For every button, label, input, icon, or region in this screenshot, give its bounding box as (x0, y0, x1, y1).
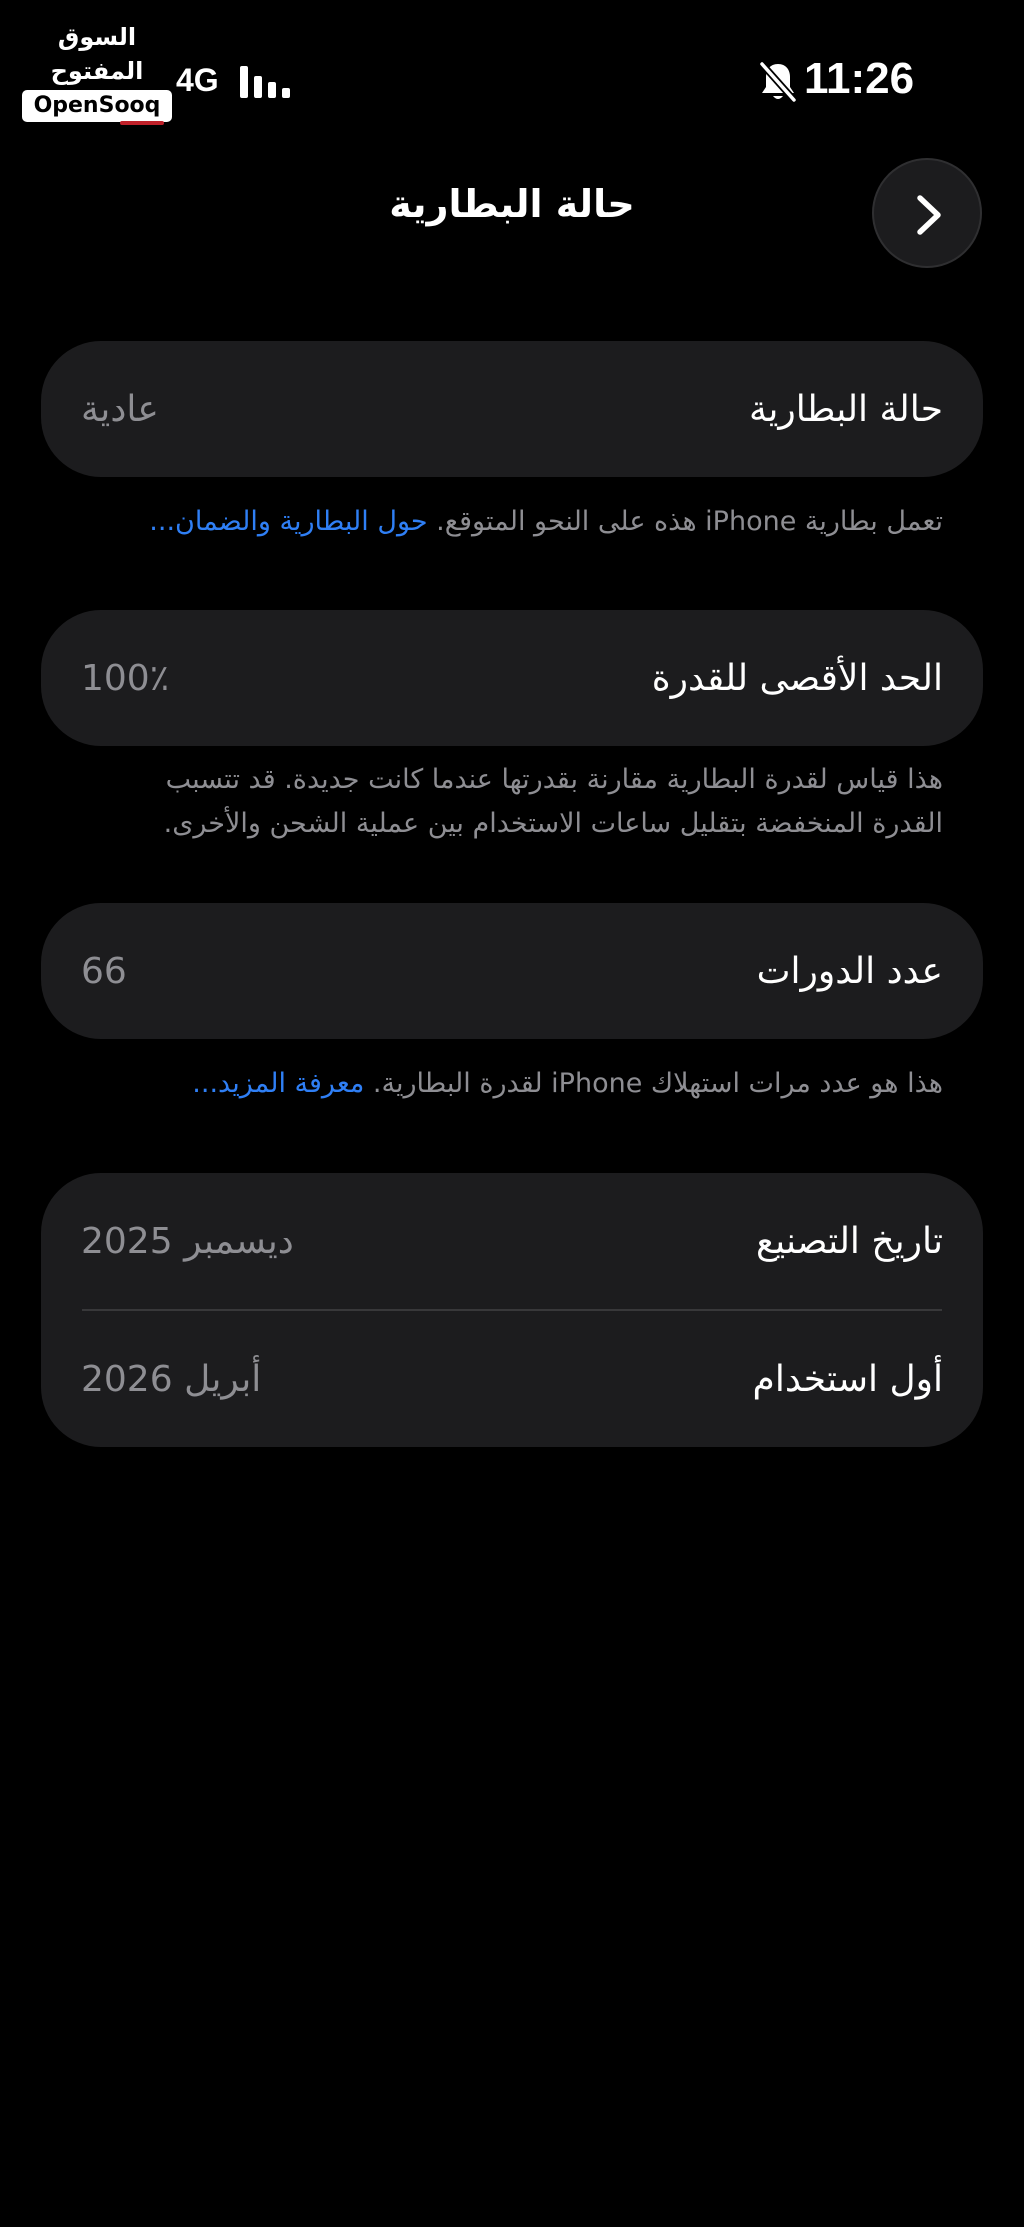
battery-status-row (41, 341, 983, 477)
battery-status-value: عادية (81, 388, 159, 430)
max-capacity-row (41, 610, 983, 746)
navigation-bar (0, 150, 1024, 280)
watermark-latin-text: OpenSooq (22, 90, 172, 122)
network-type: 4G (176, 62, 219, 98)
cycle-count-card (41, 903, 983, 1039)
first-use-row (41, 1311, 983, 1447)
max-capacity-value: 100٪ (81, 657, 170, 699)
cycle-count-value: 66 (81, 950, 127, 992)
battery-status-caption-text: تعمل بطارية iPhone هذه على النحو المتوقع. (427, 506, 943, 537)
battery-dates-card (41, 1173, 983, 1447)
cycle-count-row (41, 903, 983, 1039)
battery-status-label: حالة البطارية (749, 388, 943, 430)
manufacture-date-label: تاريخ التصنيع (755, 1220, 943, 1262)
battery-warranty-link[interactable]: حول البطارية والضمان... (149, 506, 428, 537)
battery-status-card (41, 341, 983, 477)
battery-status-caption (95, 500, 943, 544)
chevron-right-icon (904, 190, 954, 240)
first-use-value: أبريل 2026 (81, 1358, 262, 1400)
max-capacity-card (41, 610, 983, 746)
back-button[interactable] (872, 158, 982, 268)
cycle-count-caption-text: هذا هو عدد مرات استهلاك iPhone لقدرة البطارية. (364, 1068, 943, 1099)
cycle-count-caption (95, 1062, 943, 1106)
first-use-label: أول استخدام (752, 1358, 943, 1400)
status-bar (0, 0, 1024, 120)
learn-more-link[interactable]: معرفة المزيد... (192, 1068, 365, 1099)
watermark-arabic-text: السوق المفتوح (50, 23, 144, 85)
manufacture-date-row (41, 1173, 983, 1309)
max-capacity-caption (95, 758, 943, 846)
cycle-count-label: عدد الدورات (756, 950, 943, 992)
bell-slash-icon (758, 60, 798, 104)
page-title: حالة البطارية (389, 182, 635, 226)
max-capacity-label: الحد الأقصى للقدرة (651, 657, 943, 699)
max-capacity-caption-text: هذا قياس لقدرة البطارية مقارنة بقدرتها عندما كانت جديدة. قد تتسبب القدرة المنخفضة بتقليل ساعات الاستخدام بين عملية الشحن والأخرى. (163, 764, 943, 839)
manufacture-date-value: ديسمبر 2025 (81, 1220, 294, 1262)
cellular-signal-icon (240, 62, 294, 102)
opensooq-watermark (22, 20, 172, 122)
status-time: 11:26 (804, 54, 915, 103)
